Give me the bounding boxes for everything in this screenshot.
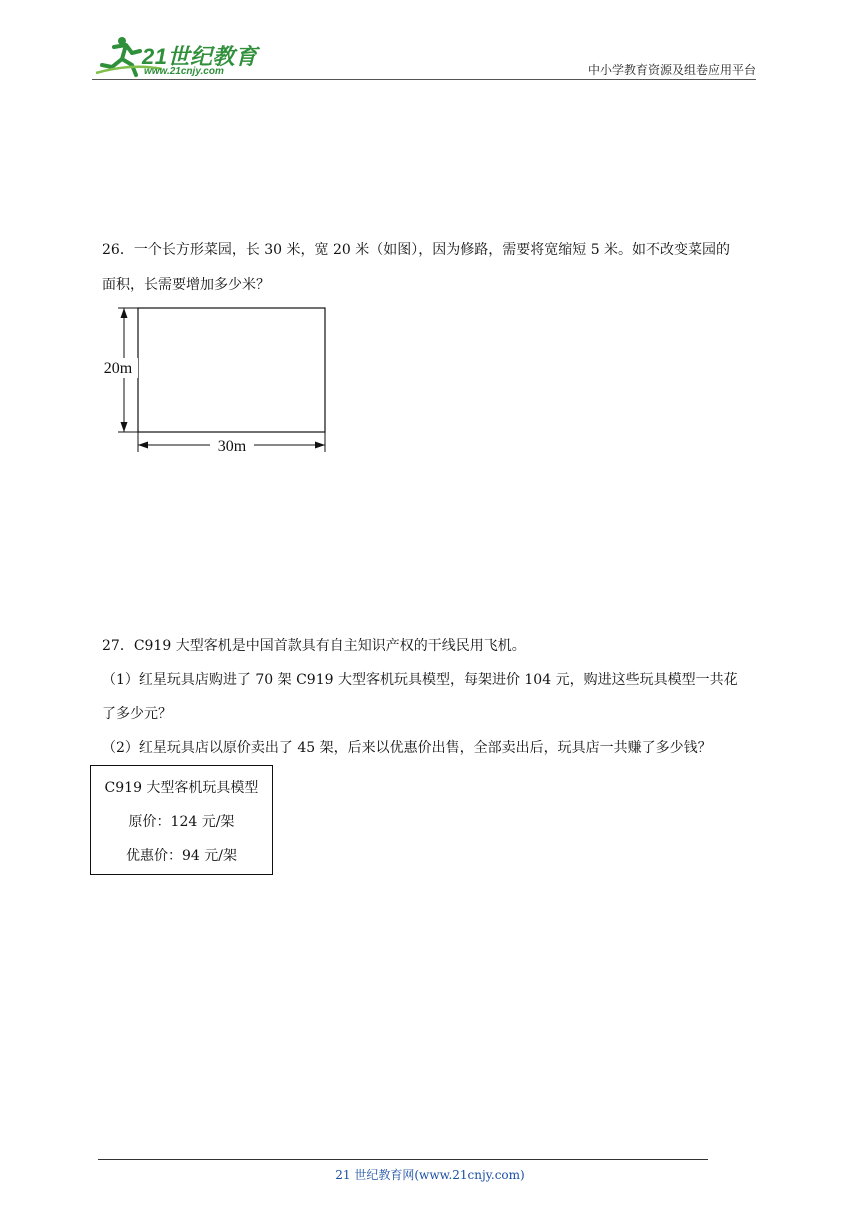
- rectangle-garden-figure: [98, 300, 338, 460]
- discount-price: 优惠价：94 元/架: [126, 848, 237, 864]
- footer-text: 21 世纪教育网(www.21cnjy.com): [335, 1168, 525, 1182]
- footer-divider: [98, 1159, 708, 1160]
- logo-url: www.21cnjy.com: [144, 66, 224, 77]
- q27-part2: （2）红星玩具店以原价卖出了 45 架，后来以优惠价出售，全部卖出后，玩具店一共赚了多少钱？: [102, 740, 712, 756]
- header-divider: [92, 79, 756, 80]
- q27-part1-line2: 了多少元？: [102, 706, 172, 722]
- garden-rectangle: [138, 308, 325, 432]
- q27-intro: 27．C919 大型客机是中国首款具有自主知识产权的干线民用飞机。: [102, 638, 526, 654]
- price-box: [90, 765, 273, 875]
- q26-text-line2: 面积，长需要增加多少米？: [102, 277, 270, 293]
- original-price: 原价：124 元/架: [128, 814, 235, 830]
- q26-text-line1: 26．一个长方形菜园，长 30 米，宽 20 米（如图），因为修路，需要将宽缩短 5 米。如不改变菜园的: [102, 242, 731, 258]
- header-slogan: 中小学教育资源及组卷应用平台: [587, 63, 756, 77]
- height-label: 20m: [103, 360, 133, 377]
- q27-part1-line1: （1）红星玩具店购进了 70 架 C919 大型客机玩具模型，每架进价 104 元，购进这些玩具模型一共花: [102, 672, 738, 688]
- price-box-title: C919 大型客机玩具模型: [104, 780, 259, 796]
- logo-text: 21世纪教育: [142, 44, 258, 69]
- width-label: 30m: [217, 438, 247, 455]
